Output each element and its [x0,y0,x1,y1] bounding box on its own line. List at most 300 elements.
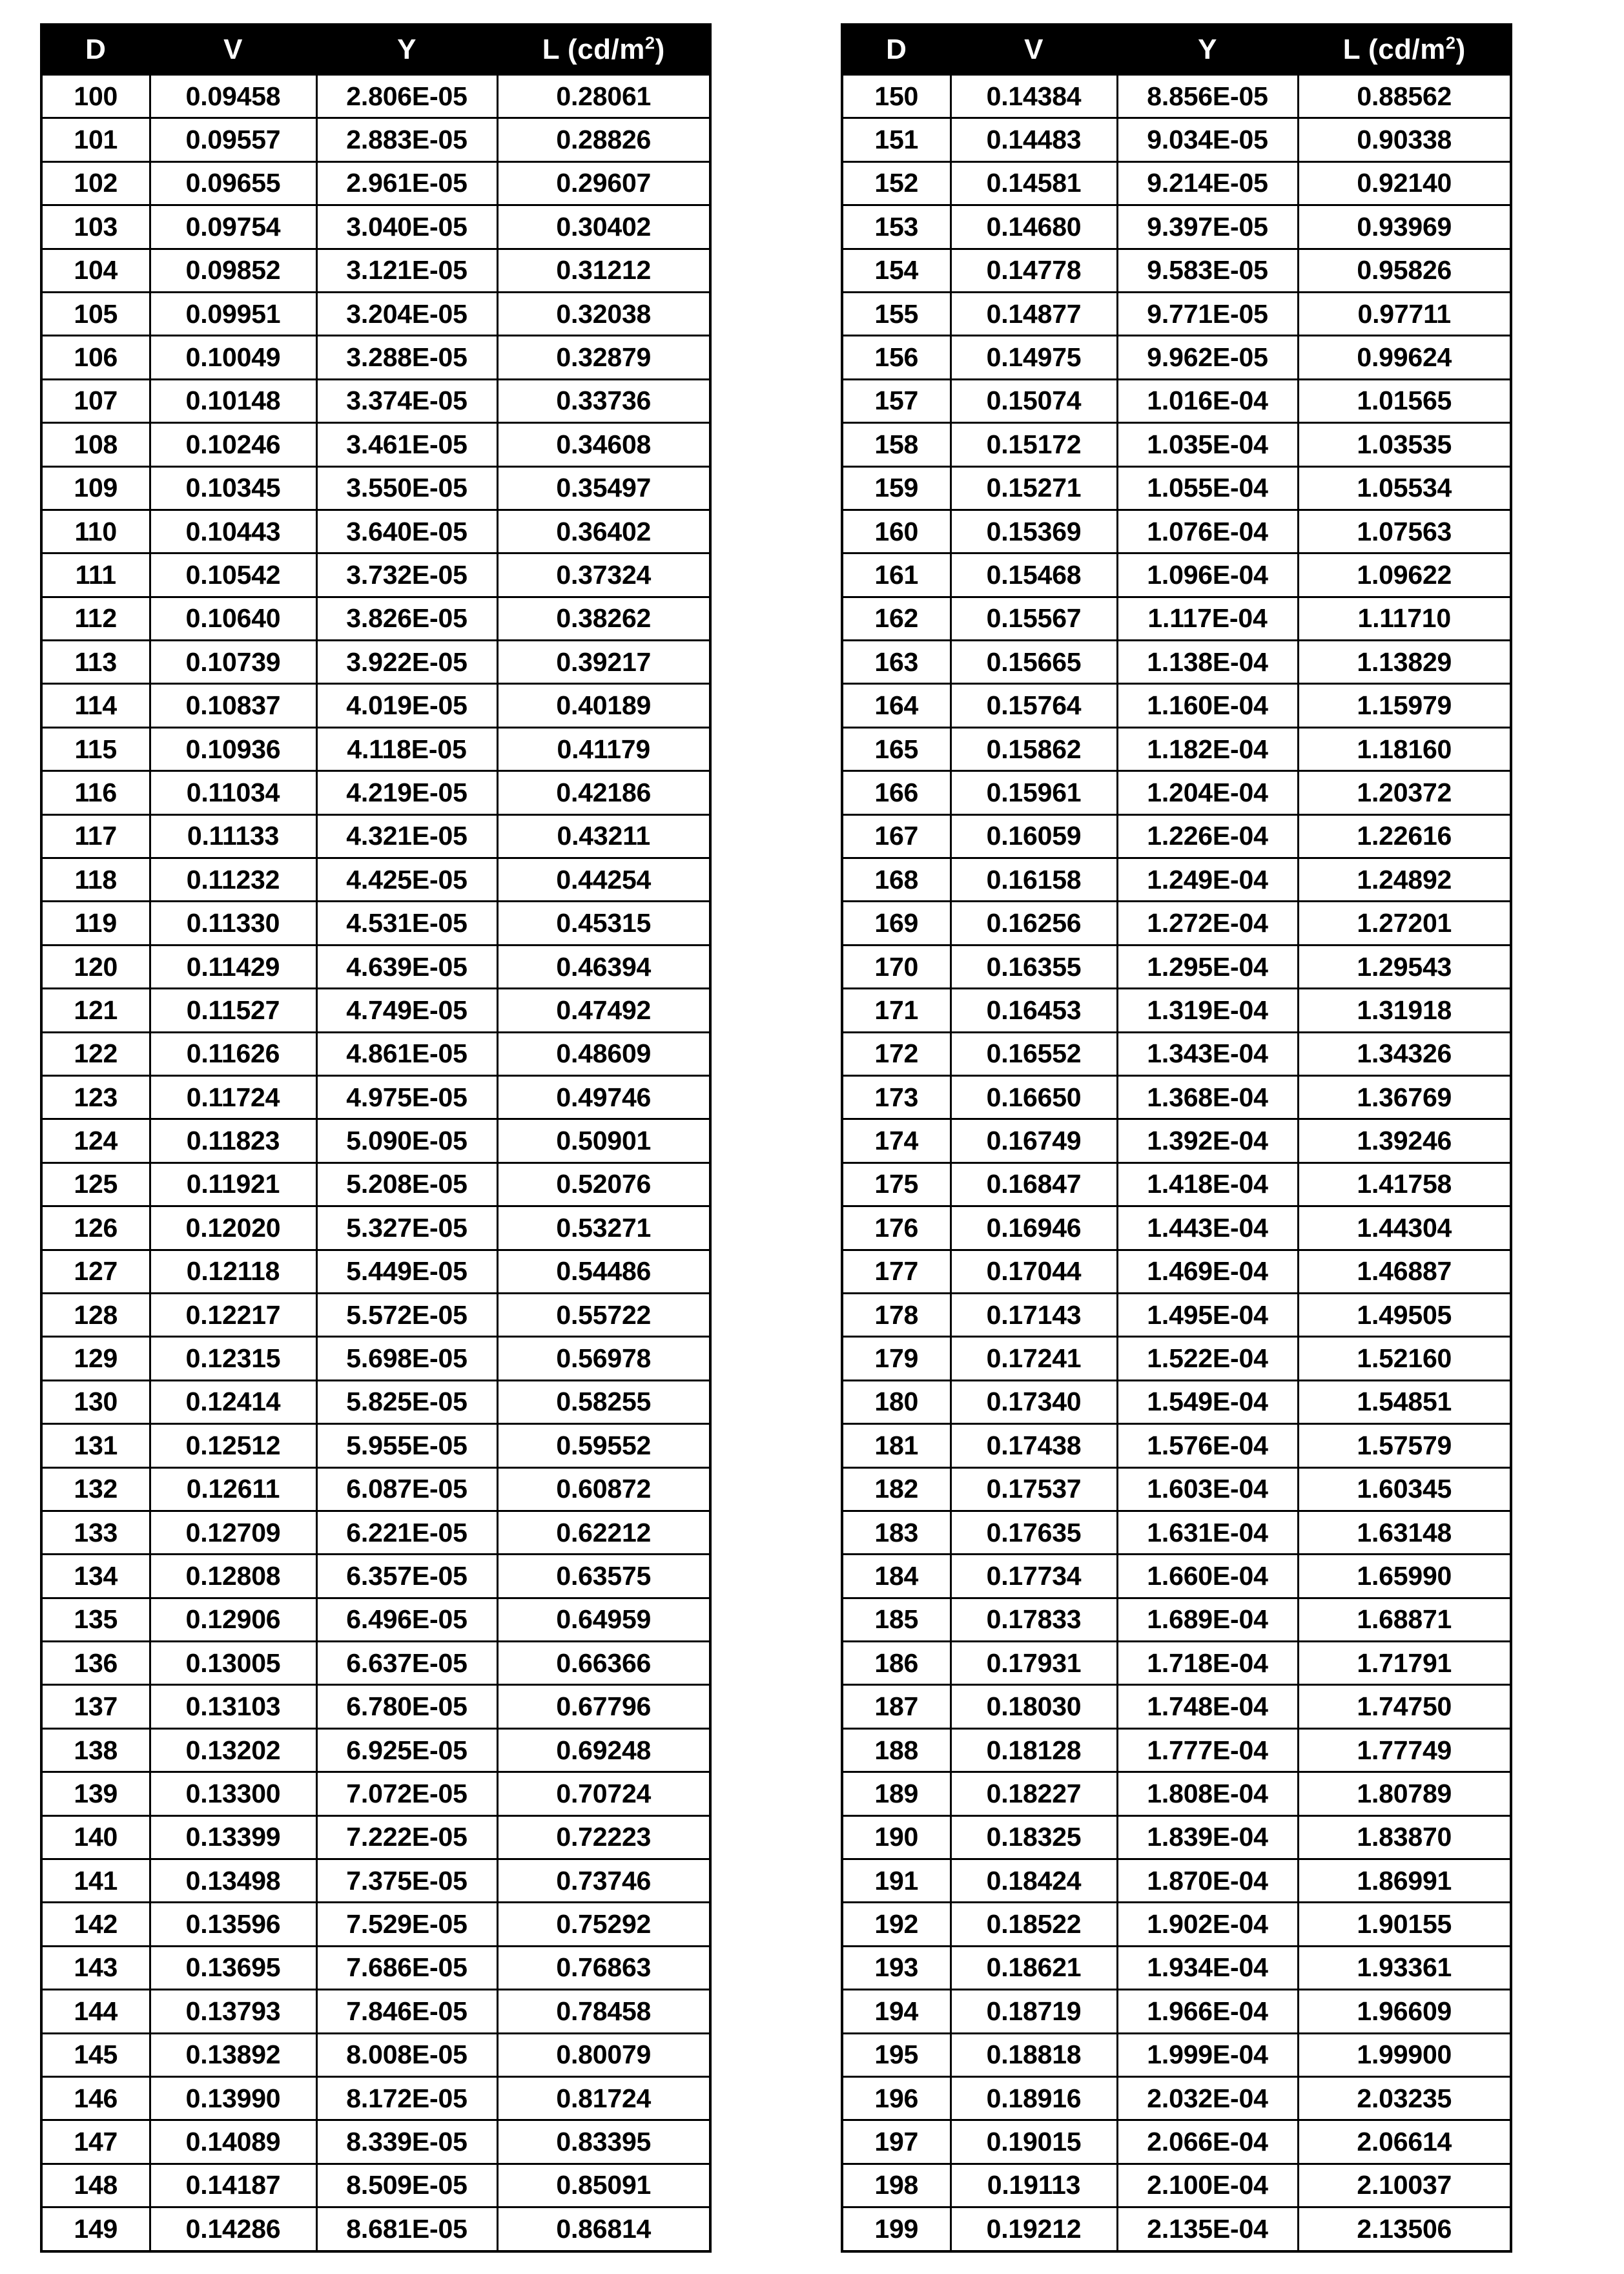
cell-d: 170 [842,945,951,988]
cell-d: 142 [41,1903,150,1946]
cell-y: 5.327E-05 [316,1206,497,1250]
cell-luminance: 0.49746 [497,1075,710,1119]
cell-d: 161 [842,553,951,597]
cell-luminance: 0.88562 [1298,75,1511,118]
table-row [41,1685,710,1728]
cell-y: 1.631E-04 [1117,1511,1298,1554]
cell-y: 9.034E-05 [1117,118,1298,161]
cell-d: 104 [41,249,150,292]
cell-v: 0.15369 [951,510,1117,553]
cell-v: 0.13695 [150,1946,316,1989]
cell-d: 119 [41,902,150,945]
cell-y: 3.204E-05 [316,292,497,335]
cell-y: 5.208E-05 [316,1163,497,1206]
cell-luminance: 0.28826 [497,118,710,161]
cell-y: 1.368E-04 [1117,1075,1298,1119]
cell-y: 1.226E-04 [1117,814,1298,858]
cell-d: 175 [842,1163,951,1206]
table-row [842,423,1511,466]
table-row [842,118,1511,161]
cell-v: 0.09951 [150,292,316,335]
cell-v: 0.18227 [951,1772,1117,1815]
table-row [842,989,1511,1032]
column-header-y: Y [1117,25,1298,75]
cell-v: 0.14483 [951,118,1117,161]
cell-y: 8.008E-05 [316,2033,497,2076]
cell-v: 0.18424 [951,1859,1117,1903]
cell-v: 0.14089 [150,2120,316,2164]
cell-v: 0.10640 [150,597,316,640]
cell-luminance: 0.36402 [497,510,710,553]
cell-y: 1.999E-04 [1117,2033,1298,2076]
cell-y: 3.288E-05 [316,336,497,379]
cell-y: 1.117E-04 [1117,597,1298,640]
table-row [842,205,1511,249]
cell-v: 0.13005 [150,1642,316,1685]
cell-v: 0.12611 [150,1467,316,1511]
cell-v: 0.17734 [951,1555,1117,1598]
cell-y: 8.509E-05 [316,2164,497,2207]
cell-y: 1.870E-04 [1117,1859,1298,1903]
cell-v: 0.14581 [951,161,1117,205]
cell-luminance: 1.11710 [1298,597,1511,640]
cell-y: 1.689E-04 [1117,1598,1298,1641]
cell-luminance: 0.47492 [497,989,710,1032]
table-row [41,1250,710,1293]
header-row [41,25,710,75]
cell-v: 0.15862 [951,727,1117,770]
table-row [41,989,710,1032]
cell-d: 155 [842,292,951,335]
cell-y: 6.221E-05 [316,1511,497,1554]
cell-d: 130 [41,1380,150,1423]
cell-y: 4.639E-05 [316,945,497,988]
table-row [842,1293,1511,1336]
cell-v: 0.11724 [150,1075,316,1119]
column-header-luminance-base: L (cd/m [542,34,645,65]
cell-v: 0.18621 [951,1946,1117,1989]
cell-y: 1.576E-04 [1117,1424,1298,1467]
cell-luminance: 0.55722 [497,1293,710,1336]
cell-luminance: 1.29543 [1298,945,1511,988]
cell-luminance: 1.13829 [1298,641,1511,684]
cell-d: 116 [41,771,150,814]
cell-luminance: 2.13506 [1298,2207,1511,2251]
cell-luminance: 0.28061 [497,75,710,118]
cell-v: 0.11626 [150,1032,316,1075]
table-body-right [842,75,1511,2251]
cell-y: 1.549E-04 [1117,1380,1298,1423]
cell-d: 156 [842,336,951,379]
column-header-v: V [951,25,1117,75]
cell-v: 0.13399 [150,1815,316,1859]
table-row [842,1467,1511,1511]
cell-v: 0.14975 [951,336,1117,379]
cell-d: 195 [842,2033,951,2076]
table-row [842,597,1511,640]
cell-v: 0.11921 [150,1163,316,1206]
cell-v: 0.14384 [951,75,1117,118]
table-row [842,1946,1511,1989]
table-row [842,1685,1511,1728]
cell-d: 177 [842,1250,951,1293]
cell-d: 124 [41,1119,150,1163]
cell-luminance: 1.03535 [1298,423,1511,466]
table-row [842,1772,1511,1815]
cell-luminance: 0.76863 [497,1946,710,1989]
cell-luminance: 1.96609 [1298,1990,1511,2033]
cell-v: 0.16946 [951,1206,1117,1250]
cell-luminance: 1.22616 [1298,814,1511,858]
cell-d: 103 [41,205,150,249]
cell-y: 4.975E-05 [316,1075,497,1119]
cell-v: 0.16355 [951,945,1117,988]
table-row [41,1555,710,1598]
cell-d: 122 [41,1032,150,1075]
cell-d: 145 [41,2033,150,2076]
cell-d: 111 [41,553,150,597]
cell-luminance: 1.77749 [1298,1728,1511,1772]
cell-luminance: 0.95826 [1298,249,1511,292]
cell-y: 1.603E-04 [1117,1467,1298,1511]
table-row [842,553,1511,597]
cell-luminance: 0.72223 [497,1815,710,1859]
cell-d: 192 [842,1903,951,1946]
cell-d: 157 [842,379,951,422]
cell-y: 6.357E-05 [316,1555,497,1598]
cell-d: 136 [41,1642,150,1685]
table-row [41,814,710,858]
cell-luminance: 0.54486 [497,1250,710,1293]
table-row [842,902,1511,945]
cell-y: 1.839E-04 [1117,1815,1298,1859]
cell-v: 0.13892 [150,2033,316,2076]
table-row [41,379,710,422]
cell-d: 152 [842,161,951,205]
table-row [842,161,1511,205]
cell-luminance: 1.01565 [1298,379,1511,422]
table-row [842,249,1511,292]
cell-y: 2.961E-05 [316,161,497,205]
cell-v: 0.17044 [951,1250,1117,1293]
cell-v: 0.12808 [150,1555,316,1598]
cell-y: 1.934E-04 [1117,1946,1298,1989]
column-header-luminance-base: L (cd/m [1342,34,1446,65]
table-row [41,1511,710,1554]
cell-luminance: 0.53271 [497,1206,710,1250]
cell-luminance: 2.03235 [1298,2076,1511,2120]
cell-d: 179 [842,1337,951,1380]
cell-y: 3.640E-05 [316,510,497,553]
cell-y: 6.087E-05 [316,1467,497,1511]
cell-d: 174 [842,1119,951,1163]
cell-v: 0.15567 [951,597,1117,640]
table-row [842,1815,1511,1859]
table-row [41,2120,710,2164]
cell-d: 190 [842,1815,951,1859]
cell-v: 0.11429 [150,945,316,988]
table-row [41,1990,710,2033]
table-row [41,1598,710,1641]
cell-d: 102 [41,161,150,205]
cell-y: 1.160E-04 [1117,684,1298,727]
table-row [842,379,1511,422]
cell-y: 8.339E-05 [316,2120,497,2164]
cell-d: 131 [41,1424,150,1467]
cell-d: 125 [41,1163,150,1206]
cell-luminance: 0.75292 [497,1903,710,1946]
table-row [842,292,1511,335]
cell-d: 105 [41,292,150,335]
cell-y: 5.698E-05 [316,1337,497,1380]
cell-y: 7.222E-05 [316,1815,497,1859]
table-row [41,2033,710,2076]
cell-y: 1.035E-04 [1117,423,1298,466]
cell-d: 189 [842,1772,951,1815]
cell-luminance: 0.38262 [497,597,710,640]
table-row [41,945,710,988]
cell-d: 173 [842,1075,951,1119]
cell-d: 132 [41,1467,150,1511]
cell-y: 9.397E-05 [1117,205,1298,249]
cell-d: 188 [842,1728,951,1772]
cell-d: 169 [842,902,951,945]
cell-luminance: 0.64959 [497,1598,710,1641]
cell-luminance: 0.69248 [497,1728,710,1772]
cell-luminance: 0.52076 [497,1163,710,1206]
cell-luminance: 1.68871 [1298,1598,1511,1641]
cell-luminance: 0.80079 [497,2033,710,2076]
table-row [41,858,710,902]
cell-luminance: 1.41758 [1298,1163,1511,1206]
cell-luminance: 0.63575 [497,1555,710,1598]
cell-d: 198 [842,2164,951,2207]
cell-d: 166 [842,771,951,814]
table-row [41,466,710,510]
cell-y: 3.922E-05 [316,641,497,684]
table-row [41,1815,710,1859]
cell-v: 0.18818 [951,2033,1117,2076]
cell-d: 171 [842,989,951,1032]
table-row [842,336,1511,379]
table-row [41,1772,710,1815]
table-row [41,1206,710,1250]
table-row [842,1250,1511,1293]
cell-v: 0.16552 [951,1032,1117,1075]
cell-luminance: 0.29607 [497,161,710,205]
table-row [842,510,1511,553]
table-row [842,75,1511,118]
cell-luminance: 0.97711 [1298,292,1511,335]
table-row [842,814,1511,858]
cell-d: 143 [41,1946,150,1989]
cell-y: 2.100E-04 [1117,2164,1298,2207]
cell-v: 0.17340 [951,1380,1117,1423]
cell-y: 1.469E-04 [1117,1250,1298,1293]
cell-luminance: 1.46887 [1298,1250,1511,1293]
table-row [842,1555,1511,1598]
cell-luminance: 0.78458 [497,1990,710,2033]
cell-v: 0.09458 [150,75,316,118]
table-row [842,1424,1511,1467]
cell-luminance: 1.27201 [1298,902,1511,945]
table-row [41,205,710,249]
table-row [41,1119,710,1163]
cell-d: 168 [842,858,951,902]
table-row [41,1903,710,1946]
cell-v: 0.17635 [951,1511,1117,1554]
cell-luminance: 1.99900 [1298,2033,1511,2076]
cell-v: 0.17143 [951,1293,1117,1336]
cell-v: 0.18030 [951,1685,1117,1728]
cell-d: 121 [41,989,150,1032]
cell-luminance: 0.66366 [497,1642,710,1685]
cell-v: 0.17241 [951,1337,1117,1380]
cell-y: 6.496E-05 [316,1598,497,1641]
cell-d: 178 [842,1293,951,1336]
cell-y: 3.040E-05 [316,205,497,249]
cell-v: 0.15764 [951,684,1117,727]
cell-v: 0.14286 [150,2207,316,2251]
cell-v: 0.13793 [150,1990,316,2033]
cell-luminance: 0.85091 [497,2164,710,2207]
table-row [41,684,710,727]
column-header-luminance-exponent: 2 [1445,32,1456,53]
cell-luminance: 1.52160 [1298,1337,1511,1380]
cell-d: 165 [842,727,951,770]
cell-y: 7.846E-05 [316,1990,497,2033]
cell-y: 4.219E-05 [316,771,497,814]
cell-y: 4.861E-05 [316,1032,497,1075]
cell-y: 1.522E-04 [1117,1337,1298,1380]
cell-v: 0.14187 [150,2164,316,2207]
cell-v: 0.12414 [150,1380,316,1423]
cell-y: 7.529E-05 [316,1903,497,1946]
cell-luminance: 1.09622 [1298,553,1511,597]
column-header-luminance-exponent: 2 [644,32,655,53]
cell-y: 1.660E-04 [1117,1555,1298,1598]
cell-y: 1.902E-04 [1117,1903,1298,1946]
cell-y: 3.826E-05 [316,597,497,640]
table-row [41,1728,710,1772]
cell-y: 1.808E-04 [1117,1772,1298,1815]
table-row [41,118,710,161]
cell-luminance: 0.31212 [497,249,710,292]
table-row [41,292,710,335]
cell-v: 0.09557 [150,118,316,161]
cell-luminance: 0.86814 [497,2207,710,2251]
cell-v: 0.16749 [951,1119,1117,1163]
cell-v: 0.11133 [150,814,316,858]
cell-luminance: 0.99624 [1298,336,1511,379]
table-row [41,1467,710,1511]
cell-y: 7.375E-05 [316,1859,497,1903]
table-row [842,1206,1511,1250]
table-row [842,2033,1511,2076]
cell-v: 0.18128 [951,1728,1117,1772]
cell-d: 151 [842,118,951,161]
cell-v: 0.16847 [951,1163,1117,1206]
cell-luminance: 1.15979 [1298,684,1511,727]
cell-luminance: 1.86991 [1298,1859,1511,1903]
cell-y: 2.032E-04 [1117,2076,1298,2120]
cell-d: 128 [41,1293,150,1336]
cell-luminance: 0.81724 [497,2076,710,2120]
cell-y: 8.172E-05 [316,2076,497,2120]
cell-v: 0.19113 [951,2164,1117,2207]
cell-luminance: 1.71791 [1298,1642,1511,1685]
cell-d: 139 [41,1772,150,1815]
table-row [842,2120,1511,2164]
table-row [41,771,710,814]
cell-v: 0.09754 [150,205,316,249]
cell-v: 0.10443 [150,510,316,553]
cell-v: 0.16453 [951,989,1117,1032]
cell-luminance: 1.07563 [1298,510,1511,553]
cell-v: 0.12709 [150,1511,316,1554]
cell-y: 2.135E-04 [1117,2207,1298,2251]
table-row [41,1380,710,1423]
cell-luminance: 1.24892 [1298,858,1511,902]
column-header-y: Y [316,25,497,75]
cell-luminance: 0.35497 [497,466,710,510]
table-row [41,641,710,684]
cell-luminance: 0.93969 [1298,205,1511,249]
cell-v: 0.12512 [150,1424,316,1467]
cell-y: 7.686E-05 [316,1946,497,1989]
cell-luminance: 0.46394 [497,945,710,988]
cell-v: 0.16059 [951,814,1117,858]
cell-y: 8.681E-05 [316,2207,497,2251]
table-row [41,902,710,945]
cell-d: 117 [41,814,150,858]
cell-y: 1.777E-04 [1117,1728,1298,1772]
cell-d: 158 [842,423,951,466]
cell-luminance: 0.73746 [497,1859,710,1903]
cell-d: 114 [41,684,150,727]
cell-luminance: 1.31918 [1298,989,1511,1032]
table-row [842,1163,1511,1206]
table-row [842,1903,1511,1946]
cell-y: 3.121E-05 [316,249,497,292]
cell-luminance: 0.41179 [497,727,710,770]
cell-d: 115 [41,727,150,770]
table-row [842,2076,1511,2120]
cell-y: 7.072E-05 [316,1772,497,1815]
cell-luminance: 1.63148 [1298,1511,1511,1554]
cell-d: 138 [41,1728,150,1772]
cell-d: 159 [842,466,951,510]
cell-d: 183 [842,1511,951,1554]
cell-y: 4.321E-05 [316,814,497,858]
cell-y: 4.118E-05 [316,727,497,770]
cell-d: 196 [842,2076,951,2120]
cell-d: 106 [41,336,150,379]
cell-luminance: 1.20372 [1298,771,1511,814]
cell-d: 182 [842,1467,951,1511]
cell-luminance: 0.56978 [497,1337,710,1380]
cell-v: 0.17833 [951,1598,1117,1641]
table-row [842,858,1511,902]
cell-d: 118 [41,858,150,902]
cell-d: 126 [41,1206,150,1250]
cell-d: 167 [842,814,951,858]
cell-v: 0.15665 [951,641,1117,684]
cell-y: 1.343E-04 [1117,1032,1298,1075]
cell-d: 101 [41,118,150,161]
data-table-left [40,23,712,2253]
cell-v: 0.16256 [951,902,1117,945]
